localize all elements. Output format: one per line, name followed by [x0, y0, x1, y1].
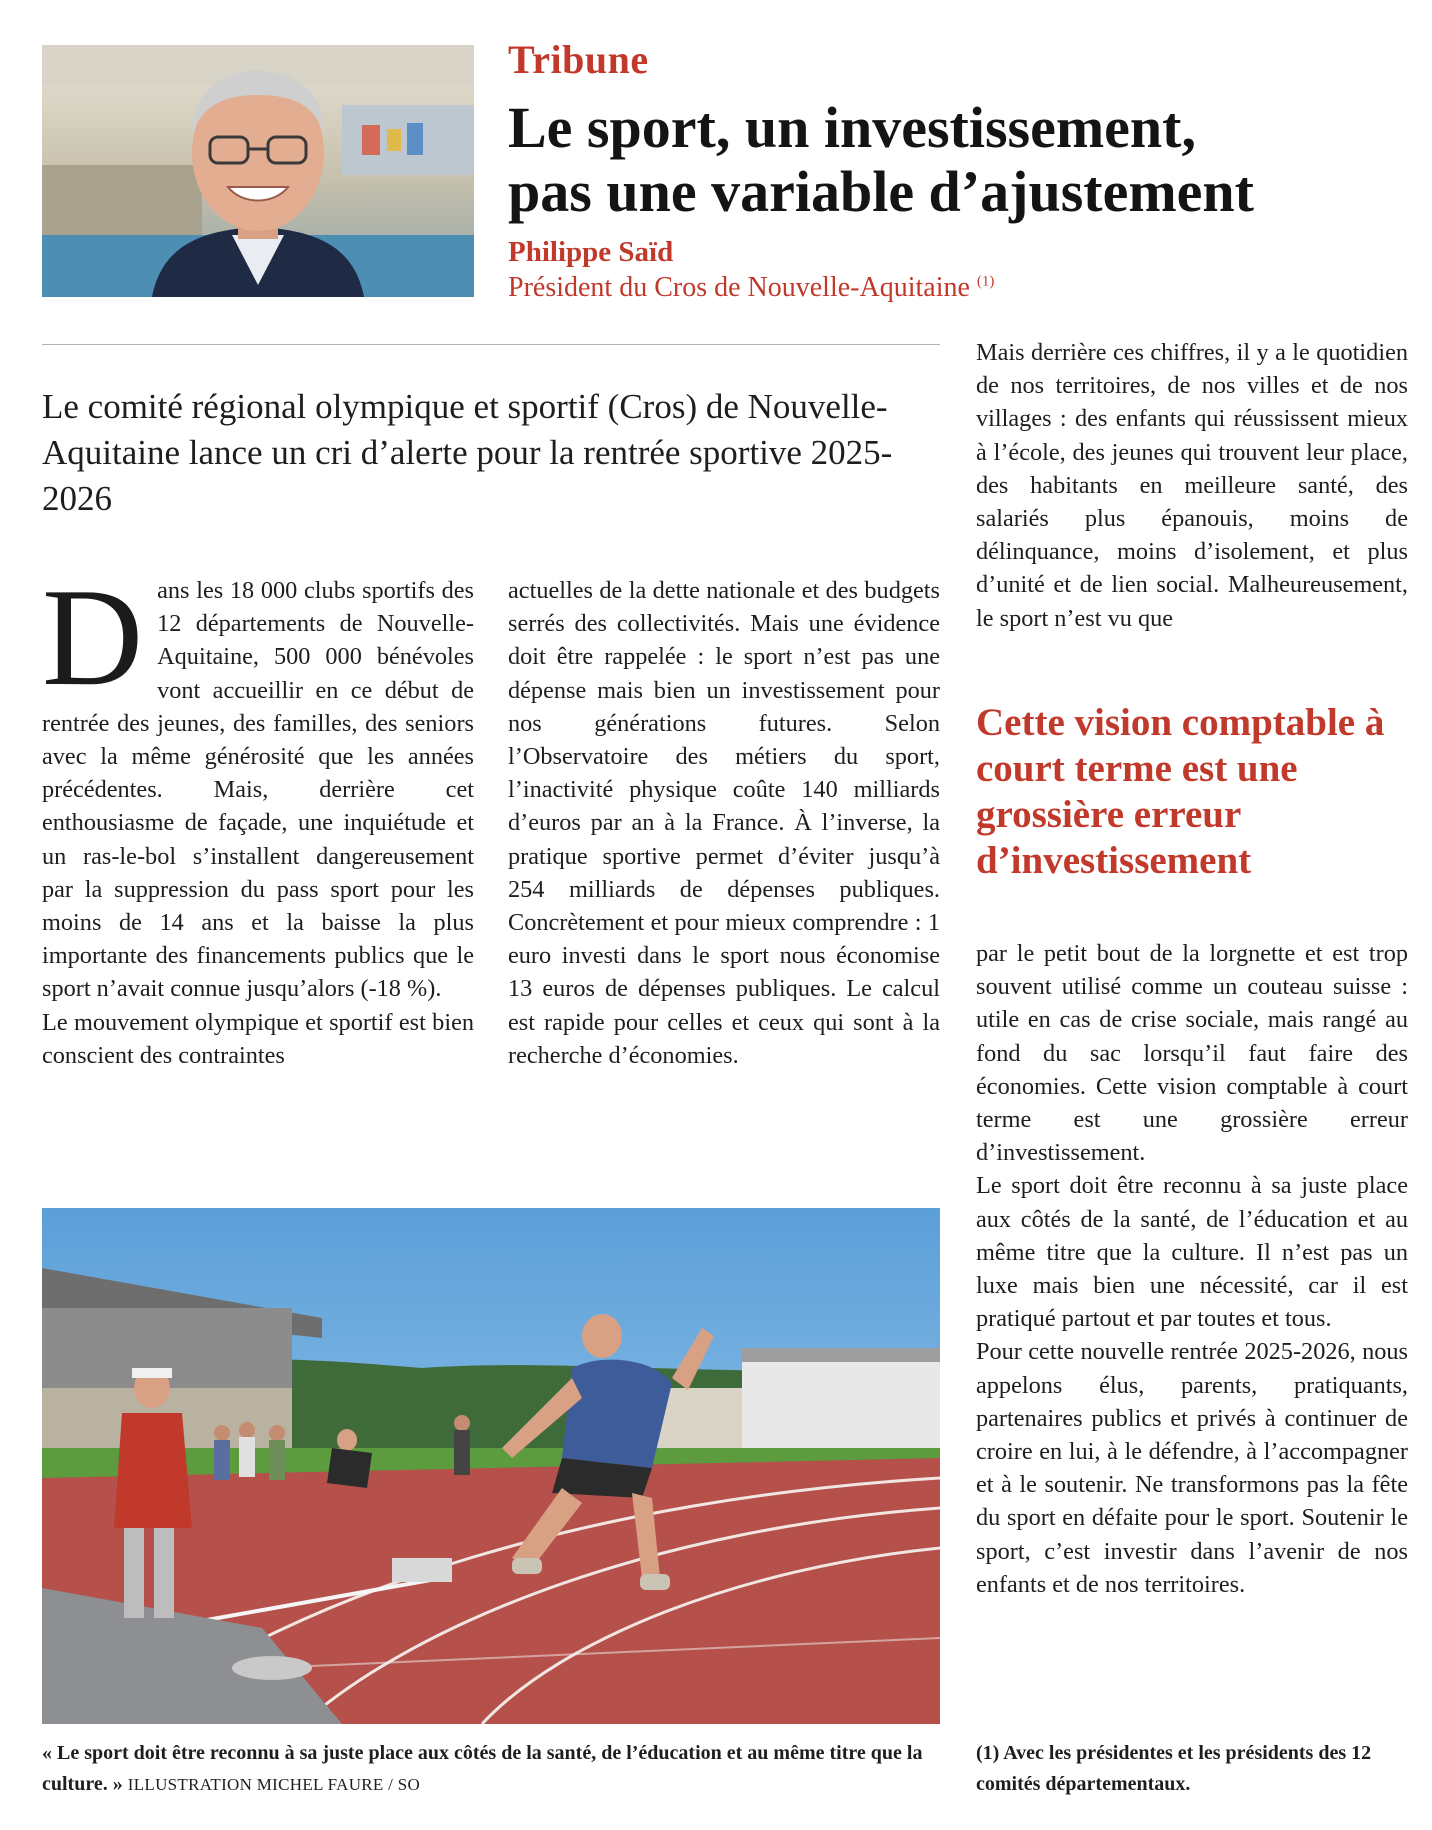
footnote: (1) Avec les présidentes et les présidents des 12 comités départementaux. [976, 1742, 1372, 1795]
drop-cap: D [42, 560, 144, 715]
portrait-illustration [42, 45, 474, 297]
body-paragraph: actuelles de la dette nationale et des budgets serrés des collectivités. Mais une évidence doit être rappelée : le sport n’est pas une dépense mais bien un investissement pour nos générations futures. Selon l’Observatoire des métiers du sport, l’inactivité physique coûte 140 milliards d’euros par an à la France. À l’inverse, la pratique sportive permet d’éviter jusqu’à 254 milliards de dépenses publiques. Concrètement et pour mieux comprendre : 1 euro investi dans le sport nous économise 13 euros de dépenses publiques. Le calcul est rapide pour celles et ceux qui sont à la recherche d’économies. [508, 577, 940, 1069]
author-name: Philippe Saïd [508, 236, 674, 268]
athletics-photo [42, 1208, 940, 1724]
author-role-text: Président du Cros de Nouvelle-Aquitaine [508, 272, 970, 303]
photo-caption [42, 1738, 940, 1800]
caption-credit: ILLUSTRATION MICHEL FAURE / SO [127, 1775, 421, 1794]
body-column-2 [508, 574, 940, 1072]
author-role-note: (1) [976, 273, 995, 290]
body-paragraph: Le sport doit être reconnu à sa juste place aux côtés de la santé, de l’éducation et au même titre que la culture. Il n’est pas un luxe mais bien une nécessité, car il est pratiqué partout et par toutes et tous. [976, 1172, 1408, 1333]
body-paragraph [42, 560, 474, 1006]
body-paragraph: Pour cette nouvelle rentrée 2025-2026, nous appelons élus, parents, pratiquants, partenaires publics et privés à continuer de croire en lui, à le défendre, à l’accompagner et à le soutenir. Ne transformons pas la fête du sport en défaite pour le sport. Soutenir le sport, c’est investir dans l’avenir de nos enfants et de nos territoires. [976, 1338, 1408, 1598]
kicker: Tribune [508, 37, 649, 82]
author-role [508, 272, 994, 304]
lede: Le comité régional olympique et sportif (Cros) de Nouvelle-Aquitaine lance un cri d’alerte pour la rentrée sportive 2025-2026 [42, 387, 893, 518]
author-portrait [42, 45, 474, 297]
pull-quote: Cette vision comptable à court terme est une grossière erreur d’investissement [976, 701, 1385, 882]
headline-line-1: Le sport, un investissement, [508, 95, 1196, 160]
headline [508, 96, 1408, 224]
body-paragraph: Mais derrière ces chiffres, il y a le quotidien de nos territoires, de nos villes et de nos villages : des enfants qui réussissent mieux à l’école, des jeunes qui trouvent leur place, des habitants en meilleure santé, des salariés plus épanouis, moins de délinquance, moins d’isolement, et plus d’unité et de lien social. Malheureusement, le sport n’est vu que [976, 339, 1408, 632]
body-column-1 [42, 560, 474, 1072]
body-paragraph: Le mouvement olympique et sportif est bien conscient des contraintes [42, 1008, 474, 1069]
divider [42, 344, 940, 345]
athletics-illustration [42, 1208, 940, 1724]
body-paragraph: par le petit bout de la lorgnette et est trop souvent utilisé comme un couteau suisse : utile en cas de crise sociale, mais rangé au fond du sac lorsqu’il faut faire des économies. Cette vision comptable à court terme est une grossière erreur d’investissement. [976, 940, 1408, 1167]
headline-line-2: pas une variable d’ajustement [508, 159, 1254, 224]
body-column-3-bottom [976, 937, 1408, 1601]
body-column-3-top [976, 336, 1408, 635]
body-text: ans les 18 000 clubs sportifs des 12 départements de Nouvelle-Aquitaine, 500 000 bénévoles vont accueillir en ce début de rentrée des jeunes, des familles, des seniors avec la même générosité que les années précédentes. Mais, derrière cet enthousiasme de façade, une inquiétude et un ras-le-bol s’installent dangereusement par la suppression du pass sport pour les moins de 14 ans et la baisse la plus importante des financements publics que le sport n’avait connue jusqu’alors (-18 %). [42, 577, 474, 1003]
caption-quote: « Le sport doit être reconnu à sa juste place aux côtés de la santé, de l’éducation et au même titre que la culture. » [42, 1742, 923, 1795]
